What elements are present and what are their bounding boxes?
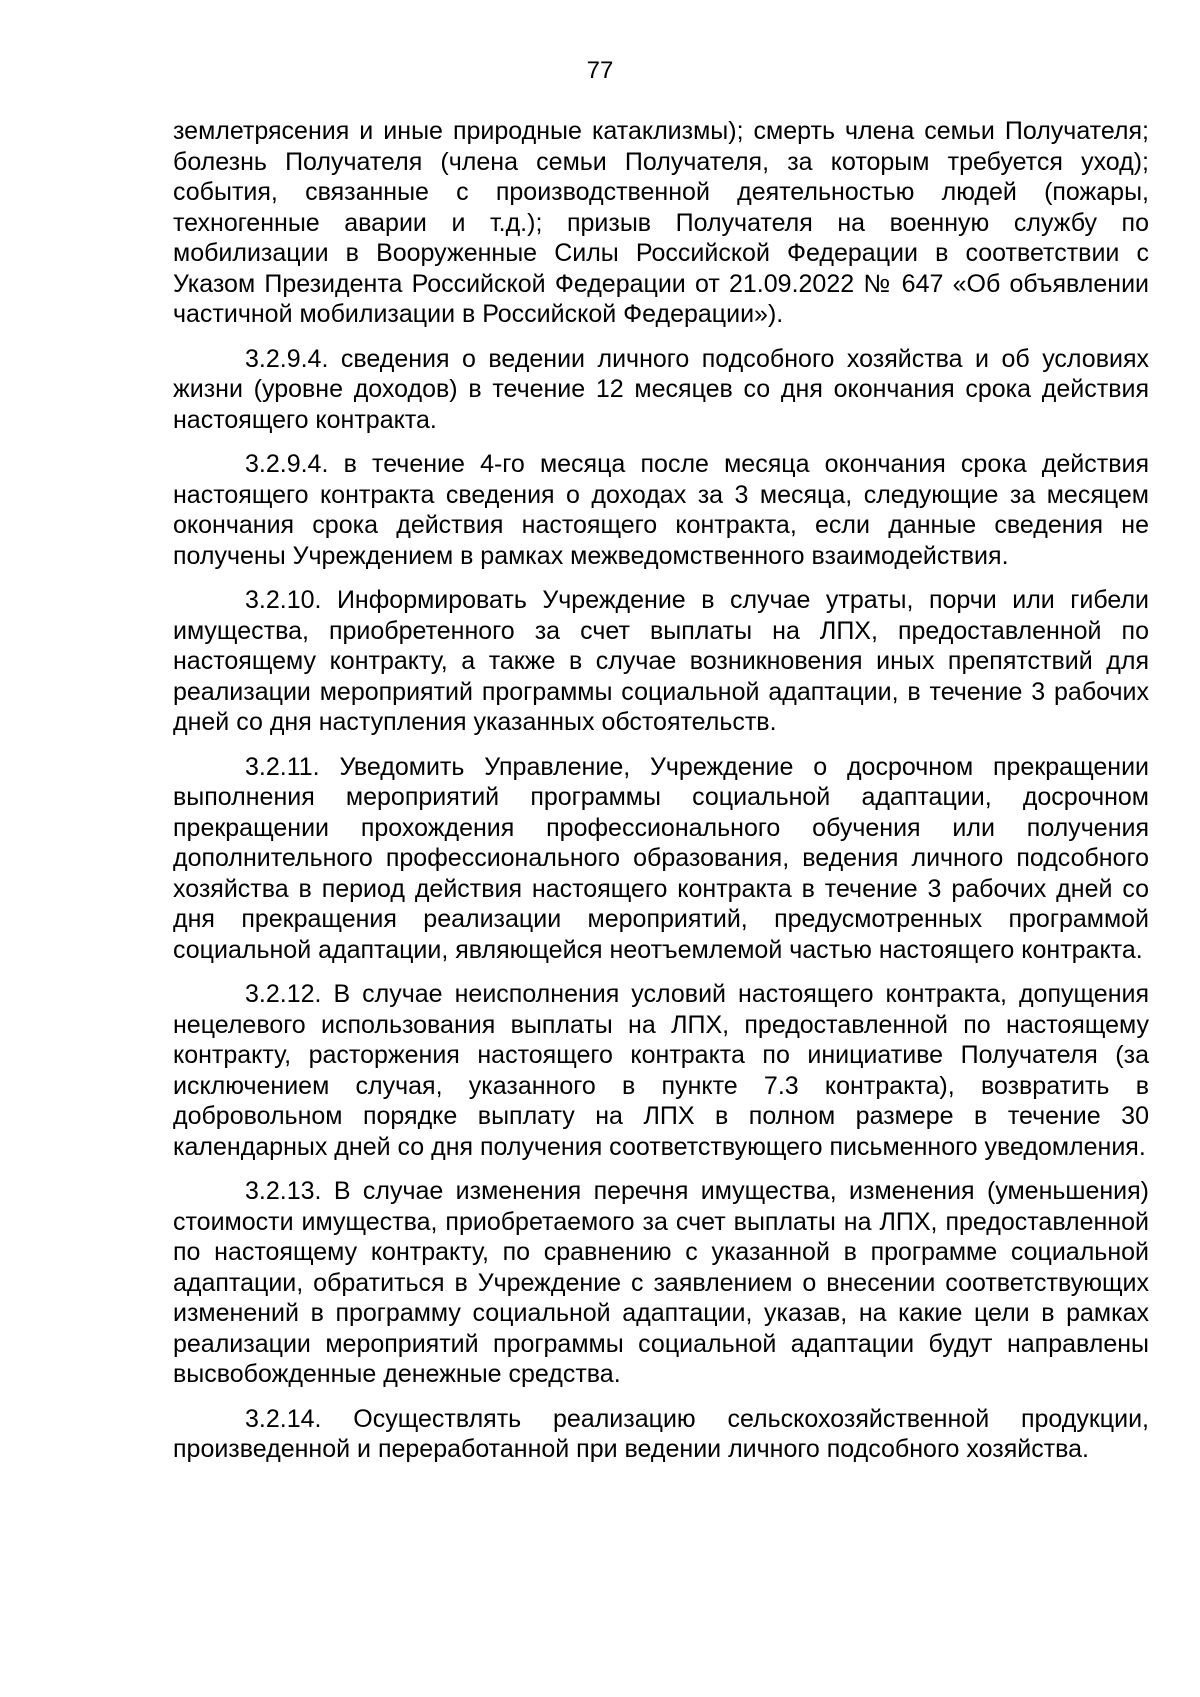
paragraph-3-2-12: 3.2.12. В случае неисполнения условий настоящего контракта, допущения нецелевого использования выплаты на ЛПХ, предоставленной по настоящему контракту, расторжения настоящего контракта по инициативе Получателя (за исключением случая, указанного в пункте 7.3 контракта), возвратить в добровольном порядке выплату на ЛПХ в полном размере в течение 30 календарных дней со дня получения соответствующего письменного уведомления. [173,980,1149,1161]
paragraph-continuation: землетрясения и иные природные катаклизмы); смерть члена семьи Получателя; болезнь Получателя (члена семьи Получателя, за которым требуется уход); события, связанные с производственной деятельностью людей (пожары, техногенные аварии и т.д.); призыв Получателя на военную службу по мобилизации в Вооруженные Силы Российской Федерации в соответствии с Указом Президента Российской Федерации от 21.09.2022 № 647 «Об объявлении частичной мобилизации в Российской Федерации»). [173,117,1149,328]
paragraph-3-2-13: 3.2.13. В случае изменения перечня имущества, изменения (уменьшения) стоимости имущества, приобретаемого за счет выплаты на ЛПХ, предоставленной по настоящему контракту, по сравнению с указанной в программе социальной адаптации, обратиться в Учреждение с заявлением о внесении соответствующих изменений в программу социальной адаптации, указав, на какие цели в рамках реализации мероприятий программы социальной адаптации будут направлены высвобожденные денежные средства. [173,1177,1149,1388]
paragraph-3-2-10: 3.2.10. Информировать Учреждение в случае утраты, порчи или гибели имущества, приобретенного за счет выплаты на ЛПХ, предоставленной по настоящему контракту, а также в случае возникновения иных препятствий для реализации мероприятий программы социальной адаптации, в течение 3 рабочих дней со дня наступления указанных обстоятельств. [173,586,1149,736]
paragraph-3-2-14: 3.2.14. Осуществлять реализацию сельскохозяйственной продукции, произведенной и переработанной при ведении личного подсобного хозяйства. [173,1404,1149,1463]
page-number: 77 [586,57,614,84]
paragraph-3-2-9-4-b: 3.2.9.4. в течение 4-го месяца после месяца окончания срока действия настоящего контракта сведения о доходах за 3 месяца, следующие за месяцем окончания срока действия настоящего контракта, если данные сведения не получены Учреждением в рамках межведомственного взаимодействия. [173,450,1149,570]
paragraph-3-2-11: 3.2.11. Уведомить Управление, Учреждение о досрочном прекращении выполнения мероприятий программы социальной адаптации, досрочном прекращении прохождения профессионального обучения или получения дополнительного профессионального образования, ведения личного подсобного хозяйства в период действия настоящего контракта в течение 3 рабочих дней со дня прекращения реализации мероприятий, предусмотренных программой социальной адаптации, являющейся неотъемлемой частью настоящего контракта. [173,752,1149,964]
paragraph-3-2-9-4-a: 3.2.9.4. сведения о ведении личного подсобного хозяйства и об условиях жизни (уровне доходов) в течение 12 месяцев со дня окончания срока действия настоящего контракта. [173,344,1149,434]
document-body [173,116,1149,1479]
